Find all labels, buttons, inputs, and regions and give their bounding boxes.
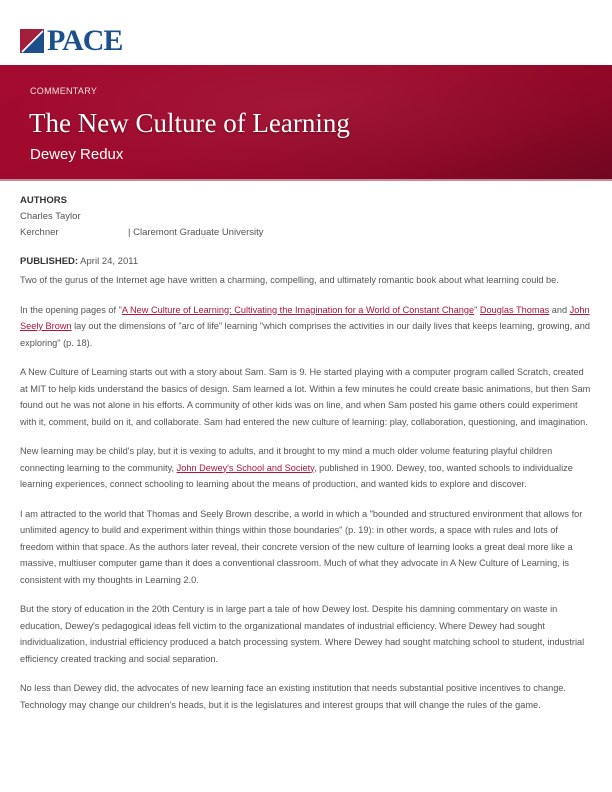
text: In the opening pages of "	[20, 304, 122, 315]
john-seely-brown-link[interactable]: John Seely Brown	[20, 304, 590, 331]
paragraph-4	[20, 443, 592, 493]
article-meta	[20, 193, 264, 270]
author-affiliation: | Claremont Graduate University	[128, 227, 264, 238]
author-first-name: Charles Taylor	[20, 211, 81, 222]
published-date	[20, 254, 264, 270]
paragraph-1: Two of the gurus of the Internet age have written a charming, compelling, and ultimately romantic book about what learning could be.	[20, 275, 559, 285]
author-row	[20, 225, 264, 241]
paragraph-3: A New Culture of Learning starts out with a story about Sam. Sam is 9. He started playing with a computer program called Scratch, created at MIT to help kids understand the basics of design. Sam learned a lot. Within a few minutes he could create basic animations, but then Sam found out he was not alone in his efforts. A community of other kids was on line, and when Sam posted his game others could experiment with it, comment, build on it, and collaborate. Sam had entered the new culture of learning: play, collaboration, questioning, and imagination.	[20, 367, 591, 427]
authors-label: AUTHORS	[20, 195, 67, 206]
paragraph-5: I am attracted to the world that Thomas and Seely Brown describe, a world in which a "bounded and structured environment that allows for unlimited agency to build and experiment within things within those boundaries" (p. 19): in other words, a space with rules and lots of freedom within that space. As the authors later reveal, their concrete version of the new culture of learning looks a great deal more like a massive, multiuser computer game than it does a conventional classroom. Much of what they advocate in A New Culture of Learning, is consistent with my thoughts in Learning 2.0.	[20, 508, 583, 585]
article-subtitle: Dewey Redux	[30, 146, 124, 163]
article-header-banner	[0, 65, 612, 181]
school-and-society-link[interactable]: John Dewey's School and Society	[176, 462, 315, 473]
text: , published in 1900. Dewey, too, wanted schools to individualize learning experiences, connect schooling to learning about the means of production, and wanted kids to explore and discover.	[20, 462, 573, 489]
published-label: PUBLISHED:	[20, 256, 79, 267]
book-title-link[interactable]: A New Culture of Learning: Cultivating the Imagination for a World of Constant Change	[121, 304, 475, 315]
paragraph-2	[20, 302, 592, 352]
published-value: April 24, 2011	[78, 256, 139, 267]
text: "	[474, 304, 480, 315]
paragraph-7: No less than Dewey did, the advocates of new learning face an existing institution that needs substantial positive incentives to change. Technology may change our children's heads, but it is the legislatures and interest groups that will change the rules of the game.	[20, 683, 566, 710]
text: lay out the dimensions of "arc of life" learning "which comprises the activities in our daily lives that keeps learning, growing, and exploring" (p. 18).	[20, 321, 590, 348]
text: New learning may be child's play, but it is vexing to adults, and it brought to my mind a much older volume featuring playful children connecting learning to the community,	[20, 446, 553, 473]
pace-logo[interactable]	[20, 26, 122, 56]
pace-logo-mark-icon	[20, 29, 44, 53]
douglas-thomas-link[interactable]: Douglas Thomas	[479, 304, 550, 315]
article-title: The New Culture of Learning	[29, 108, 350, 138]
pace-logo-text: PACE	[47, 24, 123, 57]
article-category: COMMENTARY	[30, 86, 98, 96]
article-body	[20, 272, 592, 726]
text: and	[549, 304, 570, 315]
paragraph-6: But the story of education in the 20th Century is in large part a tale of how Dewey lost. Despite his damning commentary on waste in education, Dewey's pedagogical ideas fell victim to the organizational mandates of industrial efficiency. Where Dewey had sought individualization, industrial efficiency produced a batch processing system. Where Dewey had sought matching school to student, industrial efficiency created tracking and social separation.	[20, 604, 585, 664]
author-last-name: Kerchner	[20, 227, 59, 238]
